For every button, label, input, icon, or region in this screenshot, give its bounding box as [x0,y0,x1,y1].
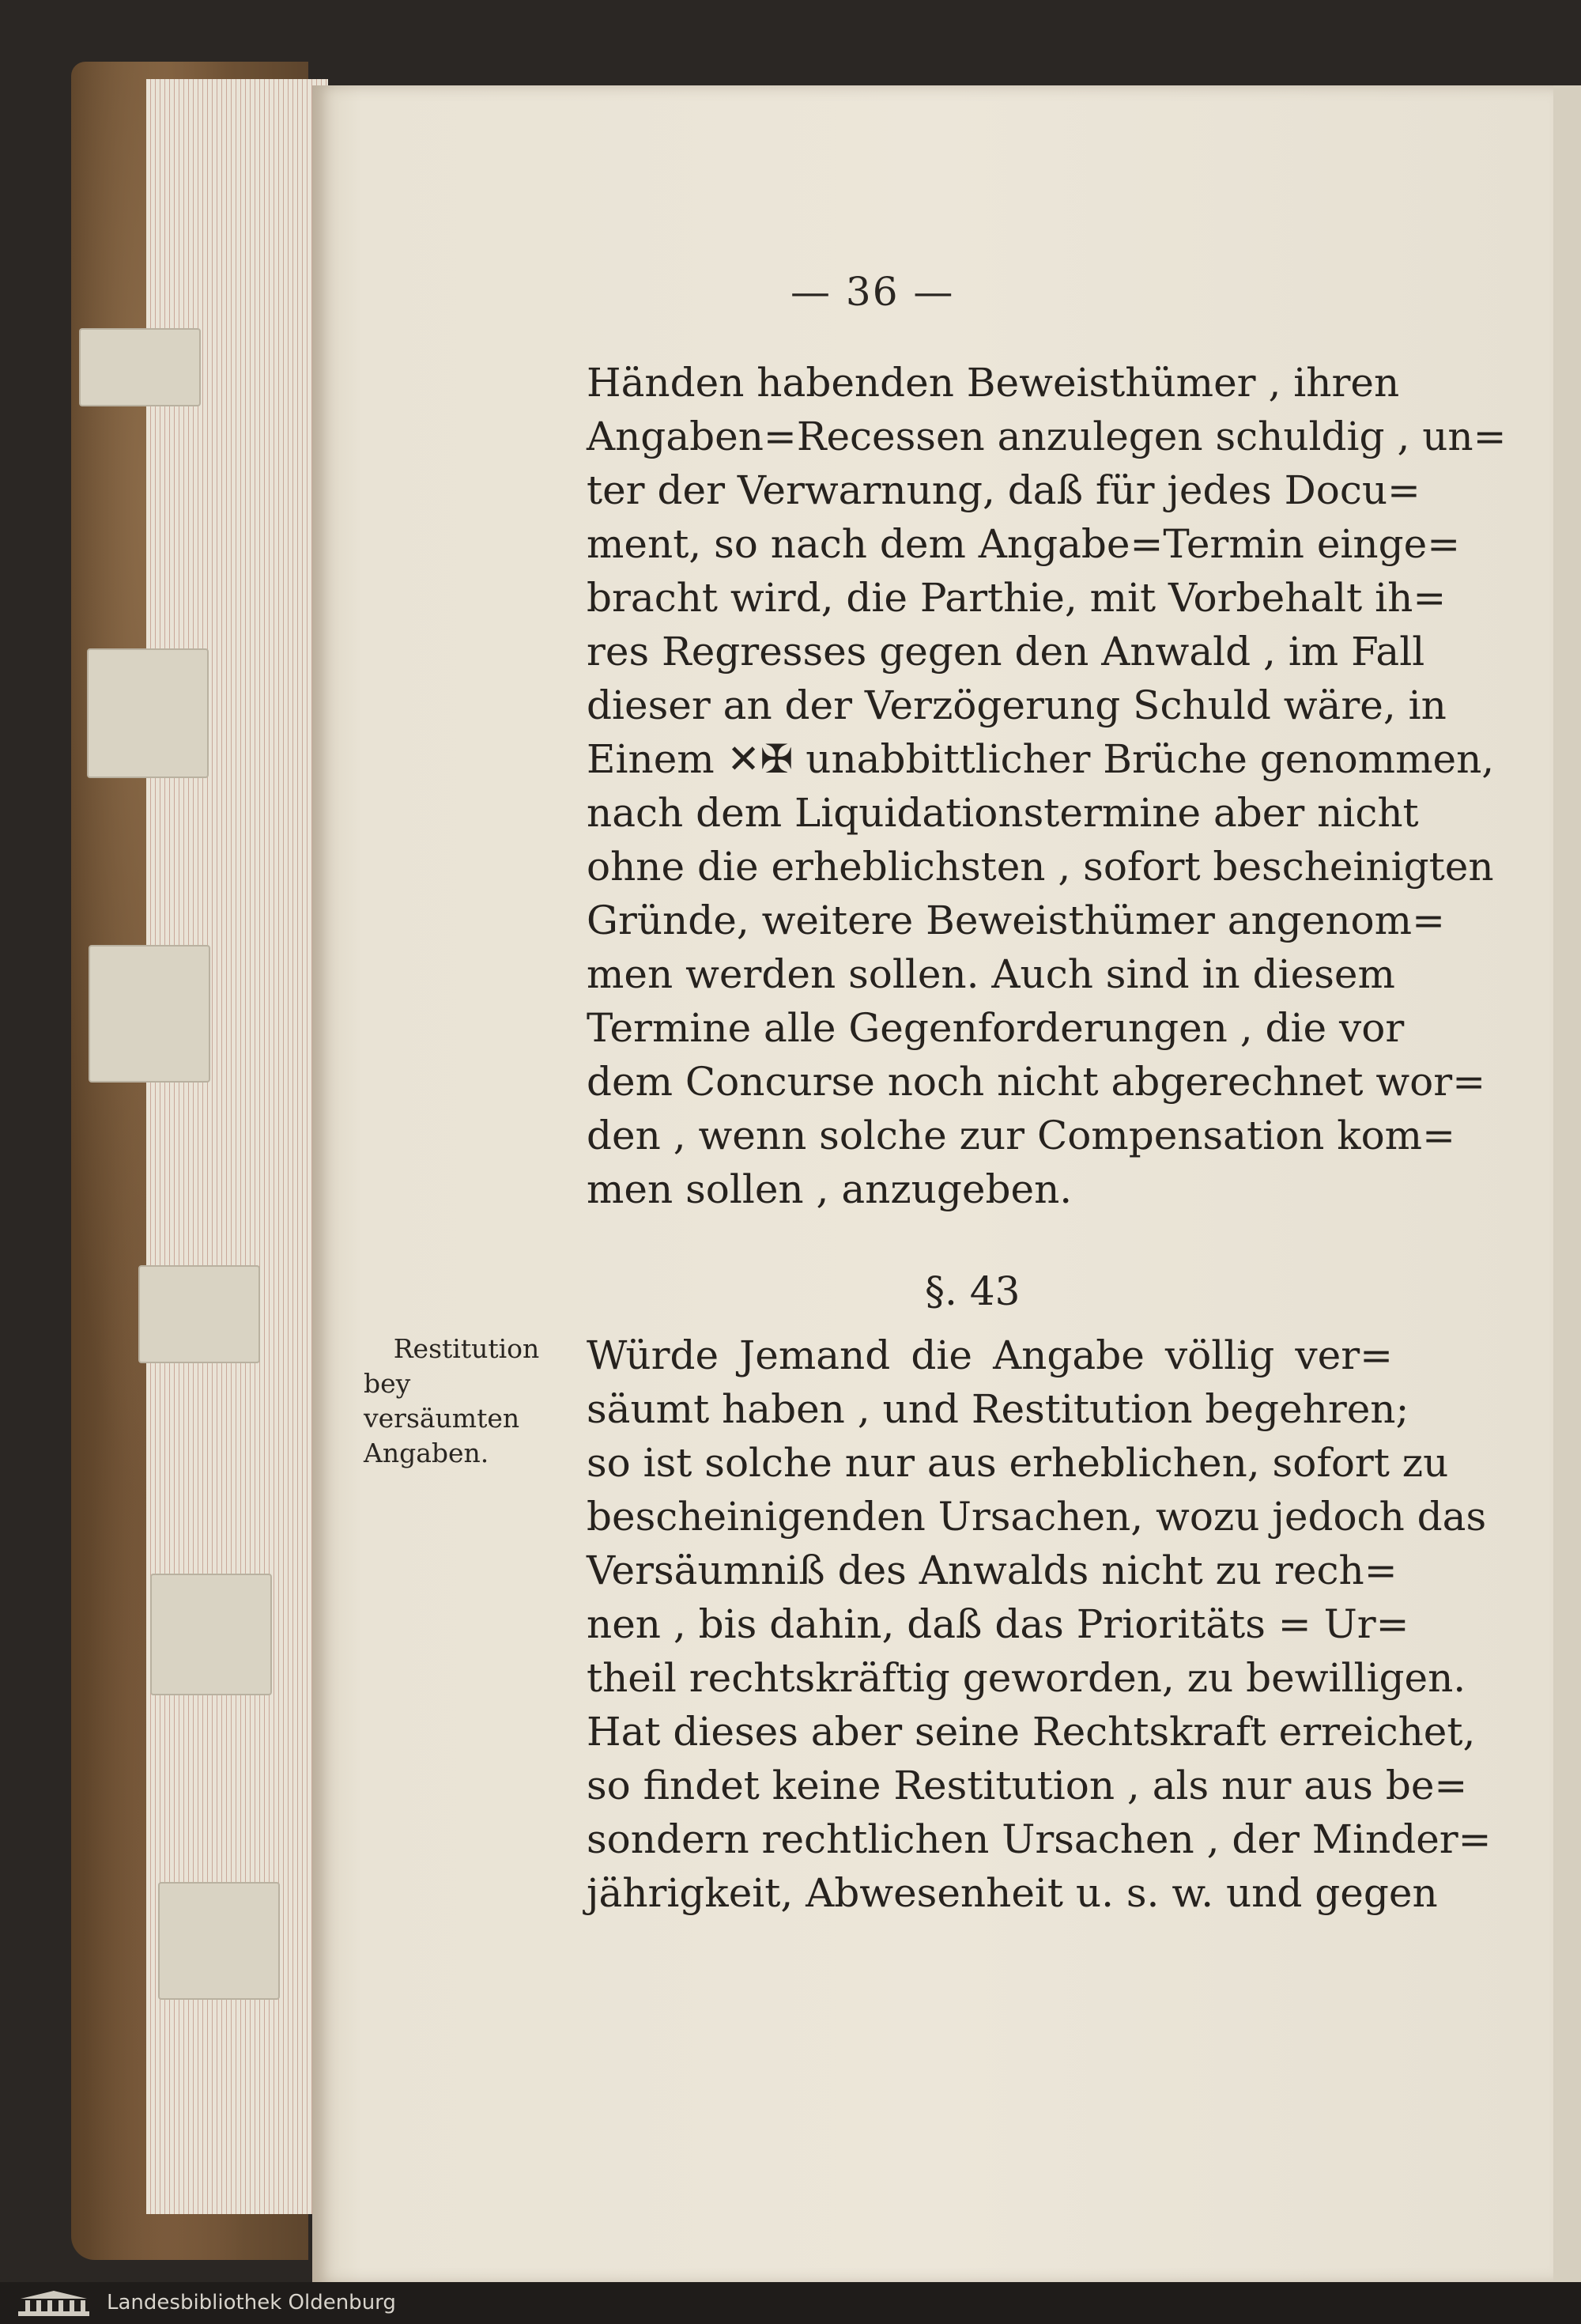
text-line: nach dem Liquidationstermine aber nicht [587,790,1419,836]
text-line: ment, so nach dem Angabe=Termin einge= [587,521,1461,567]
marginal-note [364,1332,569,1471]
text-line: so findet keine Restitution , als nur aus be= [587,1763,1468,1808]
text-line: den , wenn solche zur Compensation kom= [587,1113,1455,1158]
marginal-note-line: bey versäumten [364,1368,520,1434]
text-line: res Regresses gegen den Anwald , im Fall [587,629,1425,675]
text-line: Hat dieses aber seine Rechtskraft erreichet, [587,1709,1476,1755]
text-line: dieser an der Verzögerung Schuld wäre, in [587,682,1447,728]
text-line: theil rechtskräftig geworden, zu bewilligen. [587,1655,1466,1701]
index-tab [87,648,209,778]
paragraph-2 [587,1328,1492,1920]
text-line: sondern rechtlichen Ursachen , der Minder= [587,1816,1492,1862]
text-line: Einem ✕✠ unabbittlicher Brüche genommen, [587,736,1495,782]
text-line: Angaben=Recessen anzulegen schuldig , un= [587,414,1507,459]
text-line: jährigkeit, Abwesenheit u. s. w. und gegen [587,1870,1438,1916]
footer-label: Landesbibliothek Oldenburg [107,2291,396,2315]
index-tab [79,328,201,406]
text-line: men werden sollen. Auch sind in diesem [587,951,1395,997]
text-line: Versäumniß des Anwalds nicht zu rech= [587,1547,1398,1593]
index-tab [158,1882,280,2000]
text-line: Würde Jemand die Angabe völlig ver= [587,1332,1393,1378]
text-line: ohne die erheblichsten , sofort bescheinigten [587,844,1494,890]
paragraph-1 [587,356,1507,1216]
text-line: Termine alle Gegenforderungen , die vor [587,1005,1405,1051]
text-line: Händen habenden Beweisthümer , ihren [587,360,1400,406]
text-line: ter der Verwarnung, daß für jedes Docu= [587,467,1421,513]
text-line: dem Concurse noch nicht abgerechnet wor= [587,1059,1486,1105]
section-heading: §. 43 [925,1268,1021,1314]
index-tab [138,1265,260,1363]
text-line: bracht wird, die Parthie, mit Vorbehalt ih= [587,575,1447,621]
text-line: Gründe, weitere Beweisthümer angenom= [587,897,1445,943]
facing-page-edge [1553,85,1581,2284]
text-line: säumt haben , und Restitution begehren; [587,1386,1409,1432]
marginal-note-line: Angaben. [364,1438,489,1468]
library-building-icon [14,2288,93,2319]
marginal-note-line: Restitution [393,1333,540,1364]
index-tab [89,945,210,1083]
text-line: bescheinigenden Ursachen, wozu jedoch das [587,1494,1487,1540]
index-tab [150,1574,272,1695]
page-number: — 36 — [790,269,955,315]
text-line: so ist solche nur aus erheblichen, sofort zu [587,1440,1449,1486]
text-line: nen , bis dahin, daß das Prioritäts = Ur= [587,1601,1409,1647]
text-line: men sollen , anzugeben. [587,1166,1073,1212]
